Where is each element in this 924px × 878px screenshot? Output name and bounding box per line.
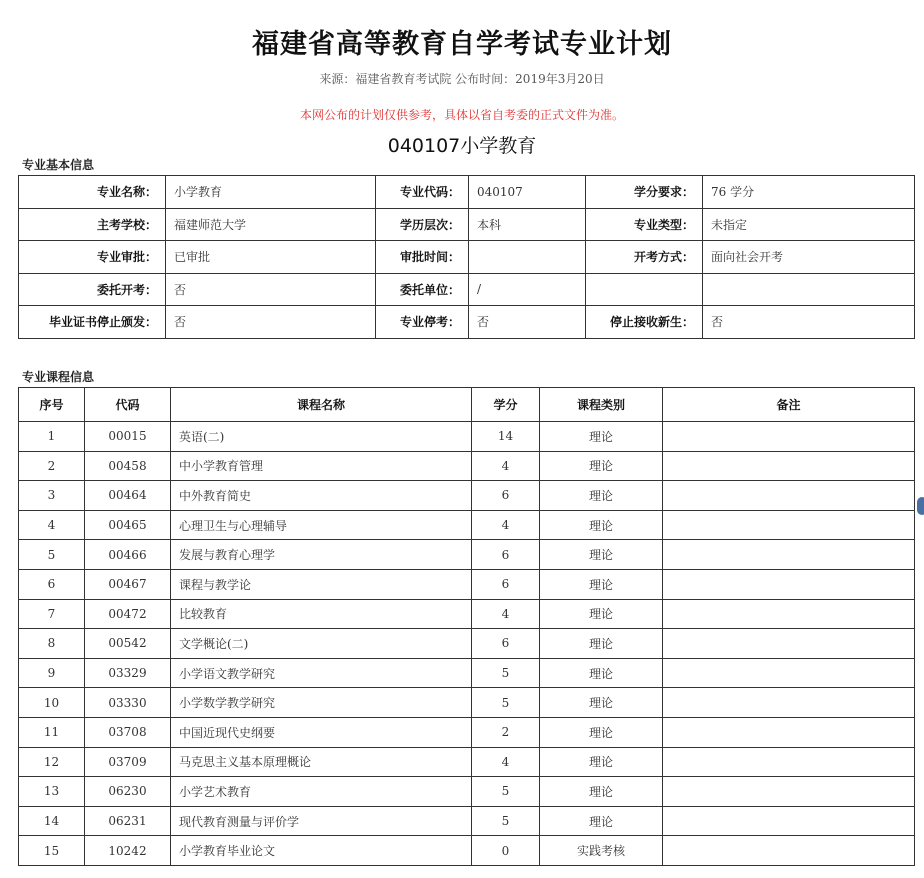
table-row — [19, 510, 915, 540]
cell-code: 03329 — [85, 658, 171, 688]
basic-info-section-label: 专业基本信息 — [22, 158, 95, 172]
cell-remark — [663, 777, 915, 807]
cell-course-name: 小学数学教学研究 — [171, 688, 472, 718]
cell-index: 5 — [19, 540, 85, 570]
basic-info-table — [18, 175, 915, 339]
cell-credits: 2 — [472, 717, 540, 747]
cell-code: 06231 — [85, 806, 171, 836]
field-label: 毕业证书停止颁发： — [19, 306, 166, 339]
table-row — [19, 422, 915, 452]
column-header: 学分 — [472, 388, 540, 422]
field-value: 否 — [166, 306, 376, 339]
field-value: 小学教育 — [166, 176, 376, 209]
cell-credits: 4 — [472, 451, 540, 481]
field-label: 学分要求： — [586, 176, 703, 209]
cell-course-name: 中国近现代史纲要 — [171, 717, 472, 747]
basic-info-row — [19, 241, 915, 274]
cell-category: 理论 — [540, 569, 663, 599]
field-label: 委托开考： — [19, 273, 166, 306]
basic-info-row — [19, 176, 915, 209]
scroll-edge-marker — [917, 497, 924, 515]
cell-remark — [663, 599, 915, 629]
cell-category: 理论 — [540, 806, 663, 836]
cell-course-name: 小学教育毕业论文 — [171, 836, 472, 866]
table-row — [19, 747, 915, 777]
cell-remark — [663, 806, 915, 836]
field-label: 专业审批： — [19, 241, 166, 274]
basic-info-row — [19, 208, 915, 241]
course-table-header-row — [19, 388, 915, 422]
cell-credits: 14 — [472, 422, 540, 452]
cell-course-name: 现代教育测量与评价学 — [171, 806, 472, 836]
field-value: 76 学分 — [703, 176, 915, 209]
cell-index: 11 — [19, 717, 85, 747]
field-value: 未指定 — [703, 208, 915, 241]
cell-course-name: 中外教育简史 — [171, 481, 472, 511]
field-value: 040107 — [469, 176, 586, 209]
cell-code: 10242 — [85, 836, 171, 866]
cell-course-name: 心理卫生与心理辅导 — [171, 510, 472, 540]
table-row — [19, 806, 915, 836]
cell-category: 理论 — [540, 688, 663, 718]
cell-category: 理论 — [540, 658, 663, 688]
table-row — [19, 451, 915, 481]
field-label: 审批时间： — [376, 241, 469, 274]
table-row — [19, 836, 915, 866]
cell-index: 4 — [19, 510, 85, 540]
field-value: 否 — [469, 306, 586, 339]
cell-remark — [663, 510, 915, 540]
cell-course-name: 小学语文教学研究 — [171, 658, 472, 688]
cell-credits: 6 — [472, 481, 540, 511]
cell-credits: 5 — [472, 688, 540, 718]
basic-info-row — [19, 273, 915, 306]
field-label: 主考学校： — [19, 208, 166, 241]
field-value — [469, 241, 586, 274]
table-row — [19, 688, 915, 718]
source-line: 来源：福建省教育考试院 公布时间：2019年3月20日 — [319, 72, 605, 86]
column-header: 代码 — [85, 388, 171, 422]
field-label: 开考方式： — [586, 241, 703, 274]
cell-remark — [663, 836, 915, 866]
cell-code: 03330 — [85, 688, 171, 718]
table-row — [19, 717, 915, 747]
cell-index: 13 — [19, 777, 85, 807]
cell-credits: 4 — [472, 747, 540, 777]
column-header: 课程类别 — [540, 388, 663, 422]
cell-category: 理论 — [540, 481, 663, 511]
cell-remark — [663, 629, 915, 659]
cell-code: 00464 — [85, 481, 171, 511]
course-info-table — [18, 387, 915, 866]
cell-code: 00458 — [85, 451, 171, 481]
cell-category: 理论 — [540, 599, 663, 629]
cell-category: 理论 — [540, 540, 663, 570]
column-header: 课程名称 — [171, 388, 472, 422]
cell-credits: 6 — [472, 540, 540, 570]
cell-code: 06230 — [85, 777, 171, 807]
cell-credits: 5 — [472, 658, 540, 688]
disclaimer-notice: 本网公布的计划仅供参考，具体以省自考委的正式文件为准。 — [299, 108, 624, 122]
cell-course-name: 马克思主义基本原理概论 — [171, 747, 472, 777]
cell-course-name: 英语(二) — [171, 422, 472, 452]
cell-remark — [663, 451, 915, 481]
cell-remark — [663, 422, 915, 452]
cell-code: 00465 — [85, 510, 171, 540]
field-value — [703, 273, 915, 306]
cell-index: 7 — [19, 599, 85, 629]
field-label: 专业停考： — [376, 306, 469, 339]
cell-remark — [663, 688, 915, 718]
cell-code: 00015 — [85, 422, 171, 452]
major-title: 040107小学教育 — [387, 135, 537, 157]
table-row — [19, 658, 915, 688]
field-label: 专业类型： — [586, 208, 703, 241]
cell-index: 6 — [19, 569, 85, 599]
table-row — [19, 569, 915, 599]
cell-index: 9 — [19, 658, 85, 688]
table-row — [19, 540, 915, 570]
field-value: 本科 — [469, 208, 586, 241]
cell-remark — [663, 747, 915, 777]
cell-course-name: 比较教育 — [171, 599, 472, 629]
field-label — [586, 273, 703, 306]
field-label: 委托单位： — [376, 273, 469, 306]
cell-remark — [663, 717, 915, 747]
field-label: 专业名称： — [19, 176, 166, 209]
field-value: 福建师范大学 — [166, 208, 376, 241]
field-label: 学历层次： — [376, 208, 469, 241]
cell-credits: 6 — [472, 569, 540, 599]
cell-credits: 4 — [472, 599, 540, 629]
cell-code: 00467 — [85, 569, 171, 599]
basic-info-row — [19, 306, 915, 339]
cell-category: 理论 — [540, 717, 663, 747]
cell-remark — [663, 658, 915, 688]
cell-credits: 5 — [472, 806, 540, 836]
cell-code: 03708 — [85, 717, 171, 747]
cell-category: 理论 — [540, 747, 663, 777]
cell-category: 理论 — [540, 422, 663, 452]
cell-course-name: 小学艺术教育 — [171, 777, 472, 807]
cell-course-name: 发展与教育心理学 — [171, 540, 472, 570]
course-info-section-label: 专业课程信息 — [22, 370, 95, 384]
cell-course-name: 中小学教育管理 — [171, 451, 472, 481]
cell-credits: 5 — [472, 777, 540, 807]
cell-code: 00542 — [85, 629, 171, 659]
cell-category: 理论 — [540, 510, 663, 540]
cell-index: 2 — [19, 451, 85, 481]
cell-credits: 4 — [472, 510, 540, 540]
field-label: 专业代码： — [376, 176, 469, 209]
column-header: 序号 — [19, 388, 85, 422]
column-header: 备注 — [663, 388, 915, 422]
cell-category: 理论 — [540, 629, 663, 659]
cell-course-name: 课程与教学论 — [171, 569, 472, 599]
cell-category: 理论 — [540, 777, 663, 807]
cell-remark — [663, 569, 915, 599]
table-row — [19, 629, 915, 659]
cell-remark — [663, 540, 915, 570]
cell-index: 1 — [19, 422, 85, 452]
cell-code: 00472 — [85, 599, 171, 629]
cell-index: 10 — [19, 688, 85, 718]
cell-category: 实践考核 — [540, 836, 663, 866]
cell-index: 8 — [19, 629, 85, 659]
table-row — [19, 599, 915, 629]
cell-index: 15 — [19, 836, 85, 866]
table-row — [19, 481, 915, 511]
page-title: 福建省高等教育自学考试专业计划 — [252, 29, 672, 60]
cell-code: 00466 — [85, 540, 171, 570]
cell-credits: 0 — [472, 836, 540, 866]
cell-course-name: 文学概论(二) — [171, 629, 472, 659]
field-value: 否 — [166, 273, 376, 306]
cell-category: 理论 — [540, 451, 663, 481]
field-value: 否 — [703, 306, 915, 339]
cell-index: 3 — [19, 481, 85, 511]
cell-index: 14 — [19, 806, 85, 836]
table-row — [19, 777, 915, 807]
cell-code: 03709 — [85, 747, 171, 777]
cell-remark — [663, 481, 915, 511]
field-value: 面向社会开考 — [703, 241, 915, 274]
cell-index: 12 — [19, 747, 85, 777]
field-value: 已审批 — [166, 241, 376, 274]
cell-credits: 6 — [472, 629, 540, 659]
field-value: / — [469, 273, 586, 306]
field-label: 停止接收新生： — [586, 306, 703, 339]
